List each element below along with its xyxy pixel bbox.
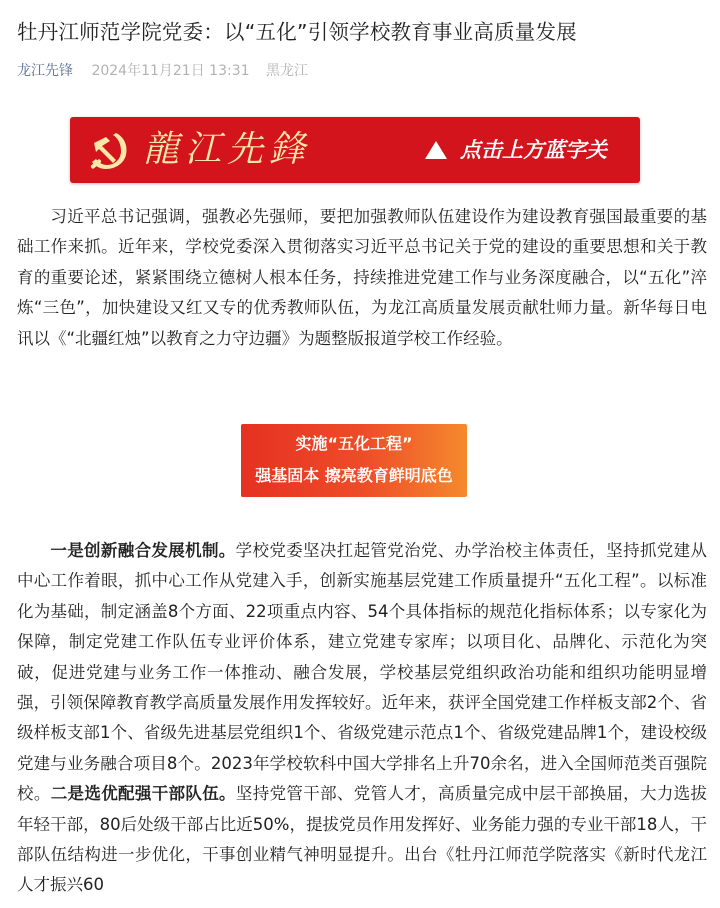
follow-banner[interactable] <box>70 117 640 183</box>
section-title-line1: 实施“五化工程” <box>295 434 413 453</box>
body-paragraph <box>17 536 707 901</box>
publish-time: 2024年11月21日 13:31 <box>91 63 250 79</box>
intro-text: 习近平总书记强调，强教必先强师，要把加强教师队伍建设作为建设教育强国最重要的基础工作来抓。近年来，学校党委深入贯彻落实习近平总书记关于党的建设的重要思想和关于教育的重要论述，紧紧围绕立德树人根本任务，持续推进党建工作与业务深度融合，以“五化”淬炼“三色”，加快建设又红又专的优秀教师队伍，为龙江高质量发展贡献牡师力量。新华每日电讯以《“北疆红烛”以教育之力守边疆》为题整版报道学校工作经验。 <box>17 207 707 348</box>
point-text-2: 坚持党管干部、党管人才，高质量完成中层干部换届，大力选拔年轻干部，80后处级干部占比近50%，提拔党员作用发挥好、业务能力强的专业干部18人，干部队伍结构进一步优化，干事创业精气神明显提升。出台《牡丹江师范学院落实《新时代龙江人才振兴60 <box>17 784 708 895</box>
section-header-box <box>241 424 467 497</box>
brand-calligraphy: 龍江先鋒 <box>143 129 312 170</box>
point-heading-1: 一是创新融合发展机制。 <box>50 541 236 560</box>
up-triangle-icon <box>424 140 448 160</box>
article-title: 牡丹江师范学院党委：以“五化”引领学校教育事业高质量发展 <box>17 20 577 44</box>
publish-location: 黑龙江 <box>265 63 308 79</box>
follow-cta-text: 点击上方蓝字关 <box>460 138 607 162</box>
point-text-1: 学校党委坚决扛起管党治党、办学治校主体责任，坚持抓党建从中心工作着眼，抓中心工作从党建入手，创新实施基层党建工作质量提升“五化工程”。以标准化为基础，制定涵盖8个方面、22项重点内容、54个具体指标的规范化指标体系；以专家化为保障，制定党建工作队伍专业评价体系，建立党建专家库；以项目化、品牌化、示范化为突破，促进党建与业务工作一体推动、融合发展，学校基层党组织政治功能和组织功能明显增强，引领保障教育教学高质量发展作用发挥较好。近年来，获评全国党建工作样板支部2个、省级样板支部1个、省级先进基层党组织1个、省级党建示范点1个、省级党建品牌1个，建设校级党建与业务融合项目8个。2023年学校软科中国大学排名上升70余名，进入全国师范类百强院校。 <box>17 541 708 804</box>
section-title-line2: 强基固本 擦亮教育鲜明底色 <box>255 466 453 485</box>
point-heading-2: 二是选优配强干部队伍。 <box>50 784 236 804</box>
account-name-link[interactable]: 龙江先锋 <box>17 63 73 79</box>
party-emblem-icon <box>86 129 132 173</box>
article-meta <box>17 60 308 82</box>
intro-paragraph <box>17 202 707 354</box>
